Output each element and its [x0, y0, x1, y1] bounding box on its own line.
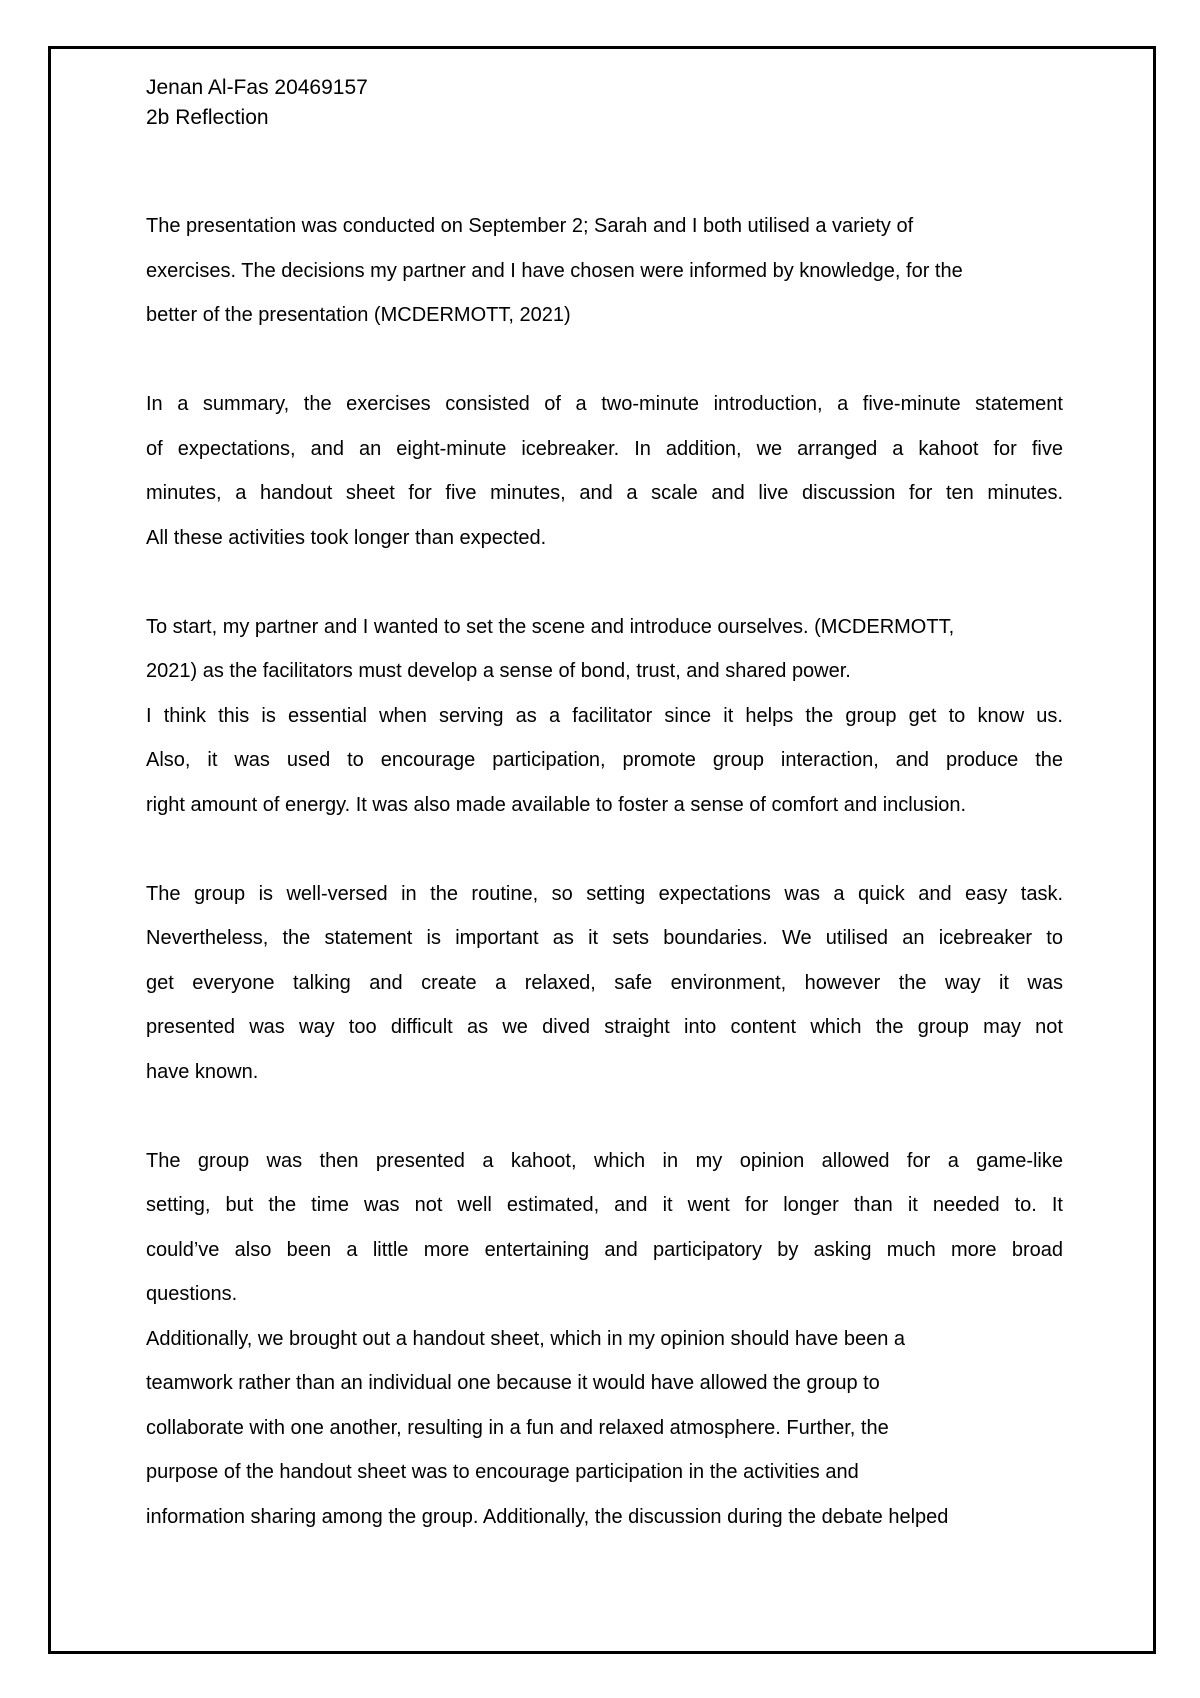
text-line: information sharing among the group. Additionally, the discussion during the debate helped	[146, 1505, 949, 1528]
text-line: have known.	[146, 1060, 259, 1083]
text-line: purpose of the handout sheet was to encourage participation in the activities and	[146, 1461, 859, 1483]
text-line: better of the presentation (MCDERMOTT, 2021)	[146, 304, 571, 326]
paragraph-gap	[146, 560, 1063, 605]
text-line: questions.	[146, 1283, 238, 1305]
document-title: 2b Reflection	[146, 106, 269, 129]
paragraph-gap	[146, 338, 1063, 383]
text-line: right amount of energy. It was also made available to foster a sense of comfort and inclusion.	[146, 793, 967, 816]
text-line: Nevertheless, the statement is important as it sets boundaries. We utilised an icebreaker to	[146, 927, 1063, 949]
text-line: To start, my partner and I wanted to set the scene and introduce ourselves. (MCDERMOTT,	[146, 615, 955, 638]
text-line: Additionally, we brought out a handout sheet, which in my opinion should have been a	[146, 1327, 906, 1350]
paragraph	[146, 1139, 1063, 1540]
text-line: collaborate with one another, resulting in a fun and relaxed atmosphere. Further, the	[146, 1416, 889, 1439]
text-line: The group is well-versed in the routine, so setting expectations was a quick and easy task.	[146, 882, 1063, 905]
paragraph-gap	[146, 827, 1063, 872]
paragraph	[146, 382, 1063, 560]
text-line: All these activities took longer than expected.	[146, 526, 547, 549]
text-line: of expectations, and an eight-minute icebreaker. In addition, we arranged a kahoot for five	[146, 437, 1063, 460]
document-header	[146, 73, 368, 133]
text-line: I think this is essential when serving as a facilitator since it helps the group get to know us.	[146, 704, 1063, 727]
text-line: exercises. The decisions my partner and I have chosen were informed by knowledge, for the	[146, 259, 963, 282]
text-line: setting, but the time was not well estimated, and it went for longer than it needed to. It	[146, 1194, 1063, 1216]
text-line: In a summary, the exercises consisted of a two-minute introduction, a five-minute statement	[146, 393, 1063, 415]
text-line: could’ve also been a little more entertaining and participatory by asking much more broad	[146, 1238, 1063, 1261]
text-line: The presentation was conducted on September 2; Sarah and I both utilised a variety of	[146, 215, 914, 237]
paragraph	[146, 872, 1063, 1095]
text-line: minutes, a handout sheet for five minutes, and a scale and live discussion for ten minutes.	[146, 482, 1063, 504]
text-line: teamwork rather than an individual one because it would have allowed the group to	[146, 1372, 880, 1394]
text-line: 2021) as the facilitators must develop a sense of bond, trust, and shared power.	[146, 660, 851, 682]
text-line: Also, it was used to encourage participation, promote group interaction, and produce the	[146, 749, 1063, 771]
paragraph-gap	[146, 1094, 1063, 1139]
text-line: presented was way too difficult as we dived straight into content which the group may not	[146, 1016, 1063, 1038]
document-body	[146, 204, 1063, 1539]
paragraph	[146, 605, 1063, 828]
author-line: Jenan Al-Fas 20469157	[146, 76, 368, 99]
text-line: get everyone talking and create a relaxed, safe environment, however the way it was	[146, 971, 1063, 994]
paragraph	[146, 204, 1063, 338]
text-line: The group was then presented a kahoot, which in my opinion allowed for a game-like	[146, 1149, 1063, 1172]
